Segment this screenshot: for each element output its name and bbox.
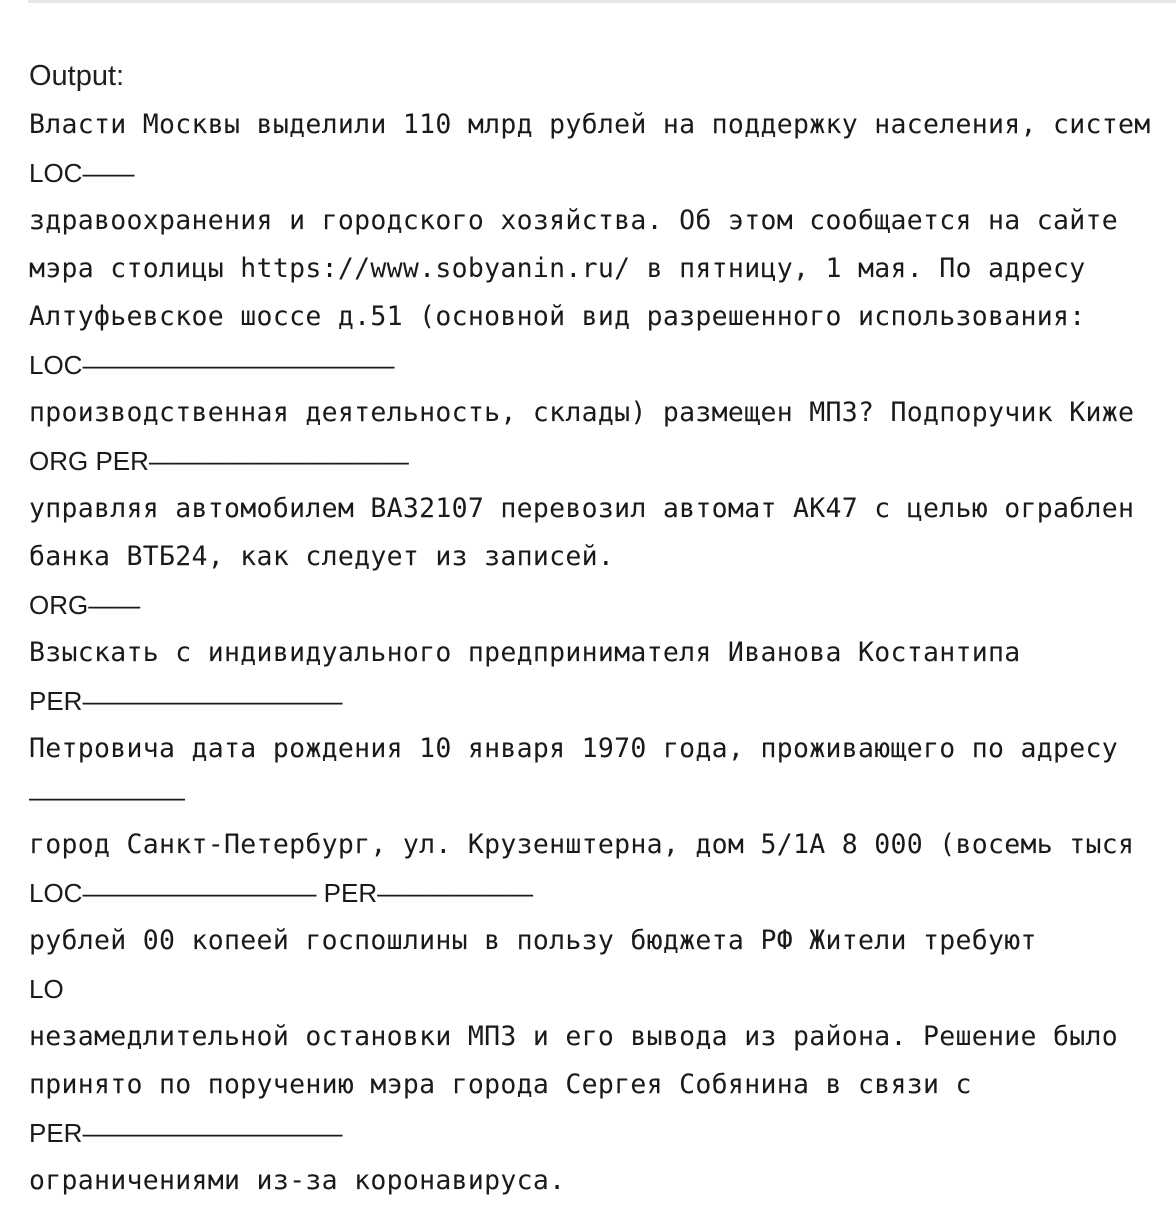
entity-tag-line — [29, 581, 1176, 629]
entity-tag-line — [29, 437, 1176, 485]
entity-tag-text: LOC———————————— — [29, 350, 395, 380]
entity-tag-loc-per — [29, 869, 533, 917]
entity-tag-loc — [29, 341, 394, 389]
entity-tag-text: ORG PER—————————— — [29, 446, 409, 476]
entity-tag-text: ORG—— — [29, 590, 141, 620]
text-line: незамедлительной остановки МПЗ и его вывода из района. Решение было — [29, 1021, 1119, 1052]
text-line: мэра столицы https://www.sobyanin.ru/ в пятницу, 1 мая. По адресу — [29, 253, 1086, 284]
text-line: город Санкт-Петербург, ул. Крузенштерна, дом 5/1А 8 000 (восемь тыся — [29, 829, 1135, 860]
entity-tag-line — [29, 773, 1176, 821]
entity-tag-blank — [29, 773, 185, 821]
entity-tag-text: LO — [29, 974, 64, 1004]
entity-tag-per — [29, 677, 342, 725]
entity-tag-line — [29, 677, 1176, 725]
output-label: Output: — [29, 60, 125, 92]
text-line: управляя автомобилем ВАЗ2107 перевозил автомат АК47 с целью ограблен — [29, 493, 1135, 524]
entity-tag-text: PER—————————— — [29, 1118, 343, 1148]
entity-tag-line — [29, 149, 1176, 197]
entity-tag-lo — [29, 965, 64, 1013]
text-line: банка ВТБ24, как следует из записей. — [29, 541, 615, 572]
entity-tag-per — [29, 1109, 342, 1157]
text-line: Взыскать с индивидуального предпринимателя Иванова Костантипа — [29, 637, 1021, 668]
entity-tag-org — [29, 581, 140, 629]
entity-tag-line — [29, 341, 1176, 389]
top-divider — [28, 0, 1176, 3]
entity-tag-org-per — [29, 437, 409, 485]
entity-tag-line — [29, 965, 1176, 1013]
entity-tag-text: LOC—— — [29, 158, 135, 188]
entity-tag-text: —————— — [29, 782, 185, 812]
text-line: Петровича дата рождения 10 января 1970 года, проживающего по адресу — [29, 733, 1119, 764]
entity-tag-loc — [29, 149, 134, 197]
text-line: Власти Москвы выделили 110 млрд рублей на поддержку населения, систем — [29, 109, 1151, 140]
entity-tag-text: LOC————————— PER—————— — [29, 878, 534, 908]
ner-output-block — [29, 101, 1176, 1205]
text-line: здравоохранения и городского хозяйства. Об этом сообщается на сайте — [29, 205, 1119, 236]
entity-tag-text: PER—————————— — [29, 686, 343, 716]
text-line: производственная деятельность, склады) размещен МПЗ? Подпоручик Киже — [29, 397, 1135, 428]
entity-tag-line — [29, 869, 1176, 917]
text-line: рублей 00 копеей госпошлины в пользу бюджета РФ Жители требуют — [29, 925, 1037, 956]
text-line: Алтуфьевское шоссе д.51 (основной вид разрешенного использования: — [29, 301, 1086, 332]
text-line: принято по поручению мэра города Сергея Собянина в связи с — [29, 1069, 972, 1100]
entity-tag-line — [29, 1109, 1176, 1157]
text-line: ограничениями из-за коронавируса. — [29, 1165, 566, 1196]
